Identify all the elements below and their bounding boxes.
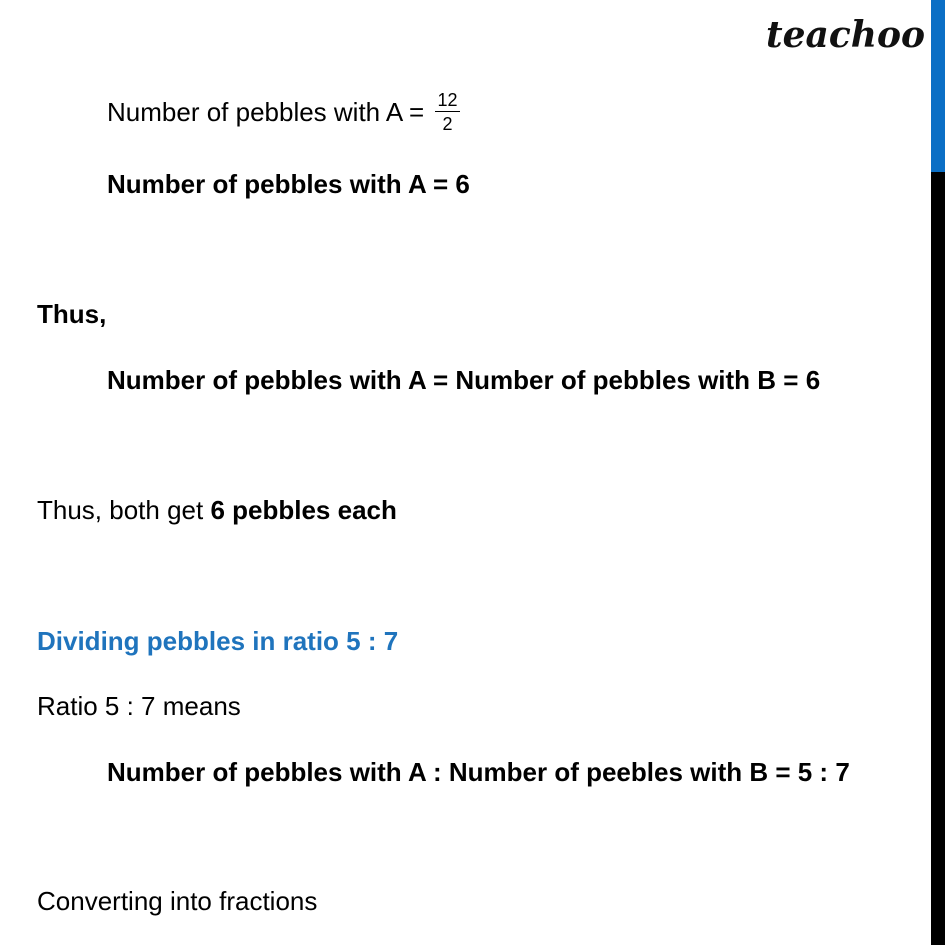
fraction xyxy=(435,90,459,134)
thus-label: Thus, xyxy=(37,299,107,329)
ratio-equation: Number of pebbles with A : Number of peebles with B = 5 : 7 xyxy=(107,757,850,787)
fraction-numerator: 12 xyxy=(437,90,458,110)
result-pebbles-a: Number of pebbles with A = 6 xyxy=(107,169,470,199)
conclusion-line xyxy=(37,494,397,526)
conclusion-text: Thus, both get xyxy=(37,495,211,525)
ratio-means-line: Ratio 5 : 7 means xyxy=(37,691,241,721)
equality-line: Number of pebbles with A = Number of pebbles with B = 6 xyxy=(107,365,821,395)
equation-line-fraction xyxy=(107,92,460,136)
conclusion-bold: 6 pebbles each xyxy=(210,495,397,525)
converting-line: Converting into fractions xyxy=(37,886,318,916)
section-heading: Dividing pebbles in ratio 5 : 7 xyxy=(37,626,399,656)
side-bar-accent xyxy=(931,0,945,172)
fraction-denominator: 2 xyxy=(442,114,453,134)
teachoo-logo: teachoo xyxy=(766,14,925,56)
side-scroll-bar xyxy=(931,0,945,945)
equation-text: Number of pebbles with A = xyxy=(107,96,425,127)
